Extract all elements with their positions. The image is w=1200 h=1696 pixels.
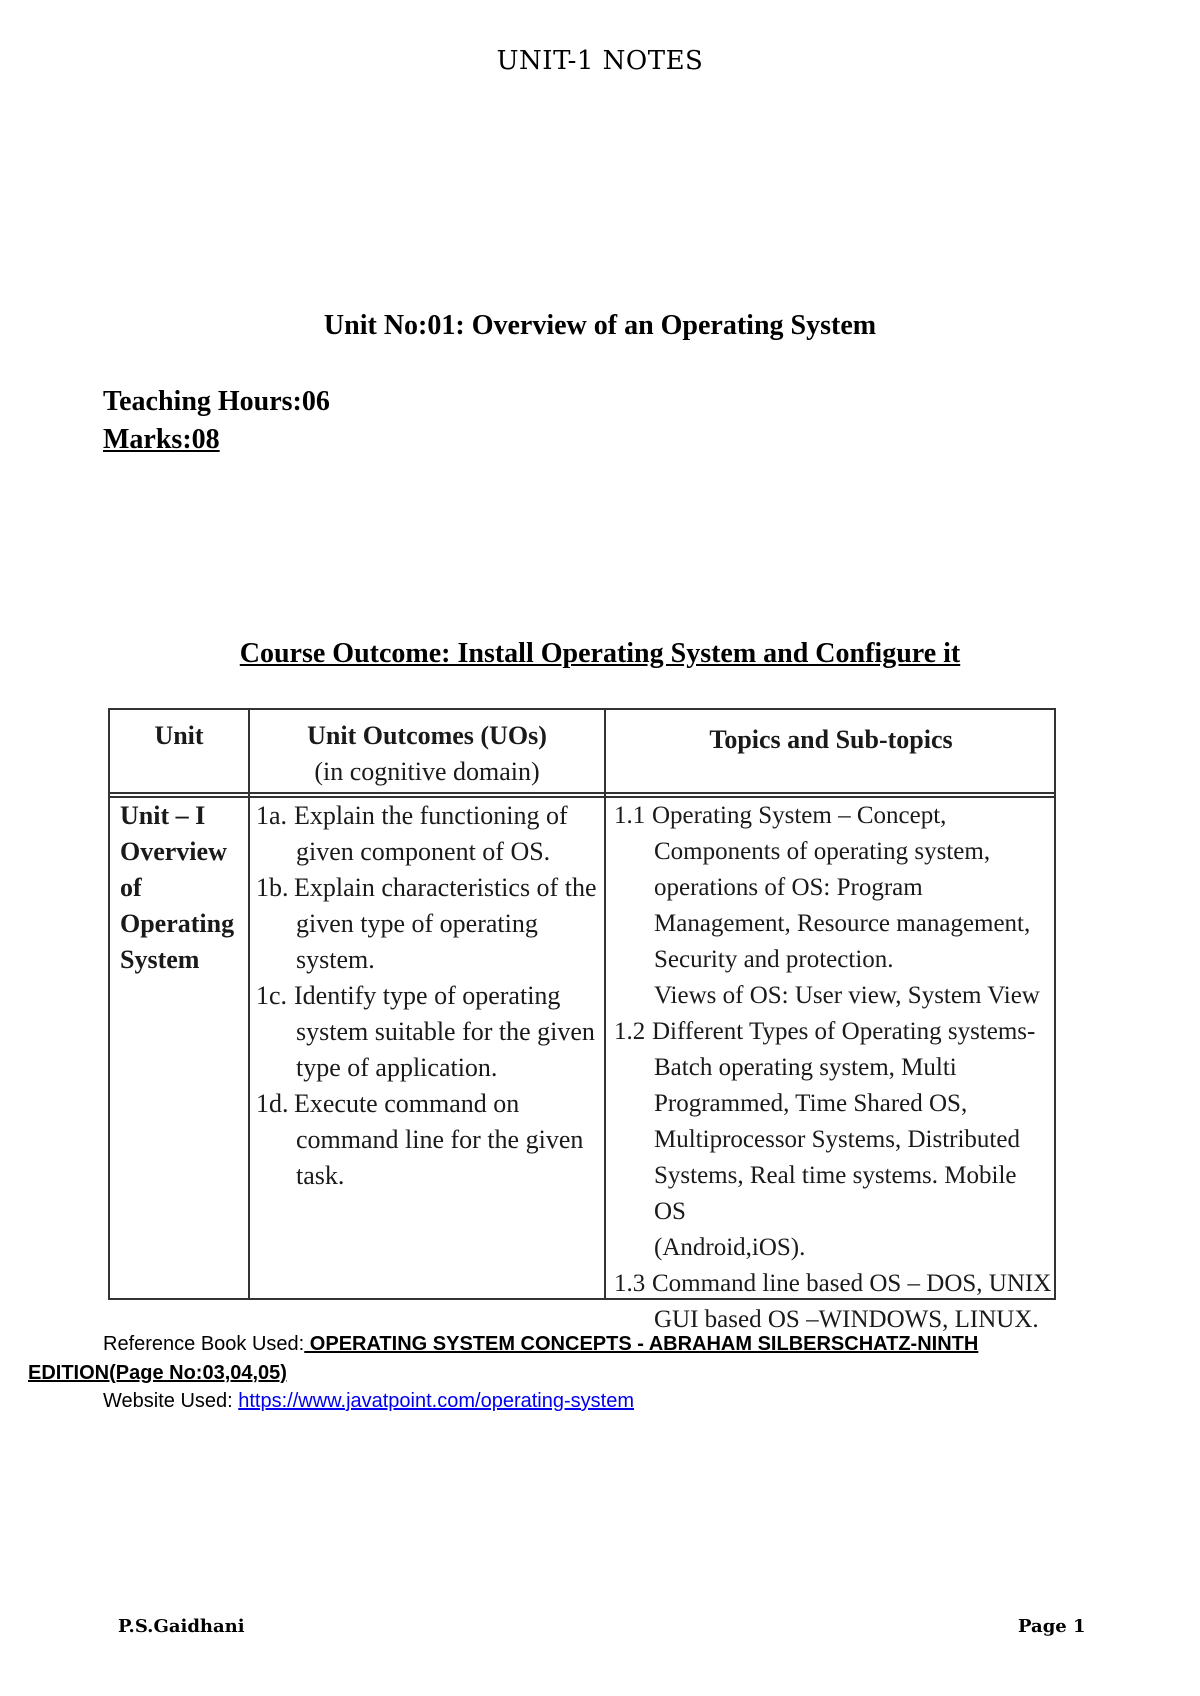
table-header-outcomes-line2: (in cognitive domain) bbox=[314, 757, 540, 786]
outcome-text: given component of OS. bbox=[296, 837, 551, 866]
table-column-divider bbox=[604, 710, 606, 1298]
topic-text: Systems, Real time systems. Mobile OS bbox=[654, 1162, 1017, 1225]
outcome-text: Explain characteristics of the bbox=[294, 873, 597, 902]
topic-text: Security and protection. bbox=[654, 946, 894, 973]
outcome-item bbox=[256, 870, 600, 978]
outcome-item bbox=[256, 978, 600, 1086]
topic-text: Management, Resource management, bbox=[654, 910, 1031, 937]
topic-text: GUI based OS –WINDOWS, LINUX. bbox=[654, 1306, 1039, 1333]
topic-text: Views of OS: User view, System View bbox=[654, 982, 1040, 1009]
course-outcome-heading: Course Outcome: Install Operating System and Configure it bbox=[239, 638, 961, 669]
outcome-text: Identify type of operating bbox=[294, 981, 561, 1010]
outcome-text: type of application. bbox=[296, 1053, 498, 1082]
topic-number: 1.3 bbox=[614, 1270, 646, 1297]
table-column-divider bbox=[248, 710, 250, 1298]
unit-cell-line: of bbox=[120, 873, 142, 902]
outcome-text: command line for the given bbox=[296, 1125, 584, 1154]
table-header-outcomes-line1: Unit Outcomes (UOs) bbox=[307, 721, 547, 750]
table-header-unit: Unit bbox=[154, 721, 204, 750]
unit-cell-line: Unit – I bbox=[120, 801, 206, 830]
reference-book-line bbox=[103, 1333, 978, 1356]
outcome-number: 1d. bbox=[256, 1089, 289, 1118]
table-header-divider bbox=[110, 792, 1054, 794]
table-header-topics: Topics and Sub-topics bbox=[709, 725, 953, 754]
table-header-outcomes bbox=[250, 718, 604, 790]
outcome-text: Explain the functioning of bbox=[294, 801, 568, 830]
outcome-text: system. bbox=[296, 945, 375, 974]
unit-heading: Unit No:01: Overview of an Operating System bbox=[323, 310, 877, 341]
outcome-text: given type of operating bbox=[296, 909, 538, 938]
outcome-text: task. bbox=[296, 1161, 345, 1190]
outcome-item bbox=[256, 1086, 600, 1194]
outcome-text: system suitable for the given bbox=[296, 1017, 595, 1046]
syllabus-table bbox=[108, 708, 1056, 1333]
topic-text: operations of OS: Program bbox=[654, 874, 923, 901]
outcome-number: 1b. bbox=[256, 873, 289, 902]
topic-text: Operating System – Concept, bbox=[652, 802, 947, 829]
topic-text: Multiprocessor Systems, Distributed bbox=[654, 1126, 1020, 1153]
footer-page-number: Page 1 bbox=[1018, 1616, 1086, 1637]
topic-number: 1.1 bbox=[614, 802, 646, 829]
topics-cell bbox=[614, 798, 1054, 1338]
website-line bbox=[103, 1390, 634, 1413]
unit-cell-line: System bbox=[120, 945, 200, 974]
outcome-item bbox=[256, 798, 600, 870]
unit-cell-line: Operating bbox=[120, 909, 235, 938]
outcomes-cell bbox=[256, 798, 600, 1194]
topic-text: Command line based OS – DOS, UNIX bbox=[652, 1270, 1052, 1297]
marks: Marks:08 bbox=[103, 424, 220, 455]
topic-number: 1.2 bbox=[614, 1018, 646, 1045]
page-header-title: UNIT-1 NOTES bbox=[496, 46, 704, 76]
unit-cell-line: Overview bbox=[120, 837, 227, 866]
reference-book-title: OPERATING SYSTEM CONCEPTS - ABRAHAM SILBERSCHATZ-NINTH bbox=[304, 1333, 979, 1355]
outcome-number: 1a. bbox=[256, 801, 288, 830]
topic-text: Different Types of Operating systems- bbox=[652, 1018, 1036, 1045]
outcome-number: 1c. bbox=[256, 981, 288, 1010]
topic-text: (Android,iOS). bbox=[654, 1234, 806, 1261]
topic-item bbox=[614, 798, 1054, 1014]
teaching-hours: Teaching Hours:06 bbox=[103, 386, 330, 417]
footer-author: P.S.Gaidhani bbox=[118, 1616, 245, 1637]
reference-book-title-continued: EDITION(Page No:03,04,05) bbox=[28, 1362, 287, 1384]
topic-text: Batch operating system, Multi bbox=[654, 1054, 957, 1081]
topic-text: Programmed, Time Shared OS, bbox=[654, 1090, 968, 1117]
reference-book-label: Reference Book Used: bbox=[103, 1333, 305, 1355]
unit-cell bbox=[120, 798, 246, 978]
topic-text: Components of operating system, bbox=[654, 838, 991, 865]
website-link[interactable]: https://www.javatpoint.com/operating-system bbox=[238, 1390, 634, 1412]
topic-item bbox=[614, 1014, 1054, 1266]
outcome-text: Execute command on bbox=[294, 1089, 520, 1118]
website-label: Website Used: bbox=[103, 1390, 239, 1412]
topic-item bbox=[614, 1266, 1054, 1338]
